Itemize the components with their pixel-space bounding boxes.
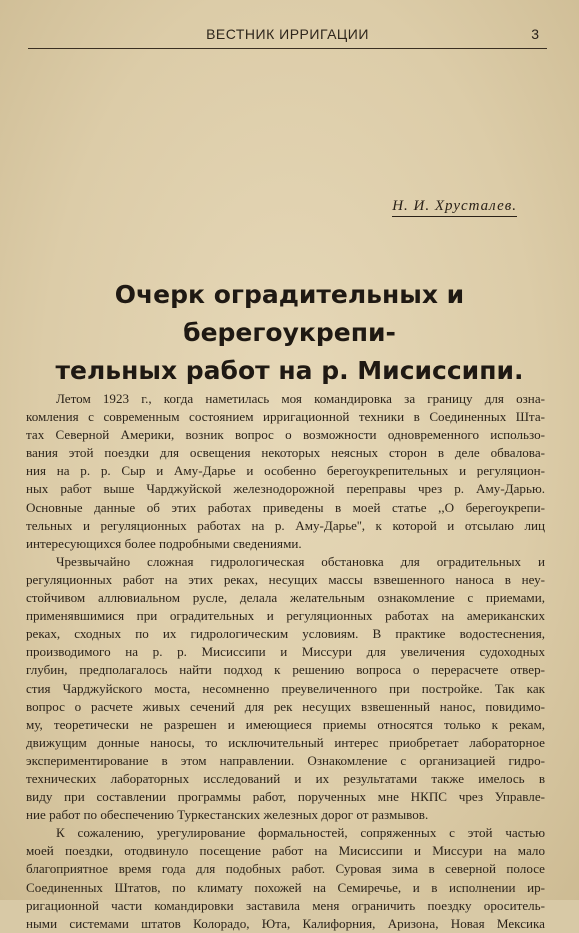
body-line: К сожалению, урегулирование формальностей, сопряженных с этой частью bbox=[56, 825, 545, 841]
page-number: 3 bbox=[531, 26, 539, 42]
body-line: производимого на р. р. Мисиссипи и Миссури для увеличения судоходных bbox=[26, 644, 545, 660]
body-paragraph bbox=[26, 390, 545, 553]
body-line: ние работ по обеспечению Туркестанских железных дорог от размывов. bbox=[26, 807, 429, 823]
body-line: регуляционных работ на этих реках, несущих массы взвешенного наноса в неу- bbox=[26, 571, 545, 587]
article-body bbox=[26, 390, 545, 933]
body-line: применявшимися при оградительных и регуляционных работах на американских bbox=[26, 608, 545, 624]
body-line: благоприятное время года для подобных работ. Суровая зима в северной полосе bbox=[26, 861, 545, 877]
running-header bbox=[28, 22, 547, 49]
body-line: тах Северной Америки, возник вопрос о возможности одновременного использо- bbox=[26, 427, 545, 443]
body-line: глубин, предполагалось найти подход к решению вопроса о перерасчете отвер- bbox=[26, 662, 545, 678]
body-line: стия Чарджуйского моста, несомненно преувеличенного при постройке. Так как bbox=[26, 680, 545, 696]
body-line: Летом 1923 г., когда наметилась моя командировка за границу для озна- bbox=[56, 391, 545, 406]
body-line: ния на р. р. Сыр и Аму-Дарье и особенно берегоукрепительных и регуляцион- bbox=[26, 463, 545, 479]
article-title-line-1: Очерк оградительных и берегоукрепи- bbox=[114, 280, 465, 347]
body-paragraph bbox=[26, 553, 545, 824]
body-paragraph bbox=[26, 824, 545, 933]
body-line: технических лабораторных исследований и их результатами также имелось в bbox=[26, 770, 545, 786]
body-line: Соединенных Штатов, по климату похожей на Семиречье, и в исполнении ир- bbox=[26, 879, 545, 895]
article-title bbox=[20, 276, 559, 390]
body-line: моей поездки, отодвинуло посещение работ на Мисиссипи и Миссури на мало bbox=[26, 843, 545, 859]
body-line: движущим донные наносы, то исключительный интерес приобретает лабораторное bbox=[26, 734, 545, 750]
body-line: му, теоретически не разрешен и имеющиеся приемы относятся только к рекам, bbox=[26, 716, 545, 732]
body-line: Основные данные об этих работах приведены в моей статье ,,О берегоукрепи- bbox=[26, 499, 545, 515]
body-line: интересующихся более подробными сведениями. bbox=[26, 535, 302, 551]
body-line: Чрезвычайно сложная гидрологическая обстановка для оградительных и bbox=[56, 553, 545, 569]
body-line: виду при составлении программы работ, порученных мне НКПС чрез Управле- bbox=[26, 789, 545, 805]
body-line: вопрос о расчете живых сечений для рек несущих взвешенный нанос, повидимо- bbox=[26, 698, 545, 714]
body-line: стойчивом аллювиальном русле, делала желательным ознакомление с приемами, bbox=[26, 590, 545, 606]
body-line: ригационной части командировки заставила меня ограничить поездку ороситель- bbox=[26, 897, 545, 913]
body-line: ными системами штатов Колорадо, Юта, Калифорния, Аризона, Новая Мексика bbox=[26, 915, 545, 931]
author-name: Н. И. Хрусталев. bbox=[392, 198, 517, 217]
body-line: вания этой поездки для освещения некоторых неясных сторон в деле обвалова- bbox=[26, 445, 545, 461]
body-line: экспериментирование в этом направлении. Ознакомление с организацией гидро- bbox=[26, 752, 545, 768]
body-line: ных работ выше Чарджуйской железнодорожной переправы чрез р. Аму-Дарью. bbox=[26, 481, 545, 497]
body-line: тельных и регуляционных работах на р. Аму-Дарье'', к которой и отсылаю лиц bbox=[26, 517, 545, 533]
body-line: комления с современным состоянием ирригационной техники в Соединенных Шта- bbox=[26, 409, 545, 425]
journal-title: ВЕСТНИК ИРРИГАЦИИ bbox=[206, 26, 369, 42]
body-line: реках, сходных по их гидрологическим условиям. В практике водостеснения, bbox=[26, 626, 545, 642]
article-title-line-2: тельных работ на р. Мисиссипи. bbox=[55, 356, 524, 385]
